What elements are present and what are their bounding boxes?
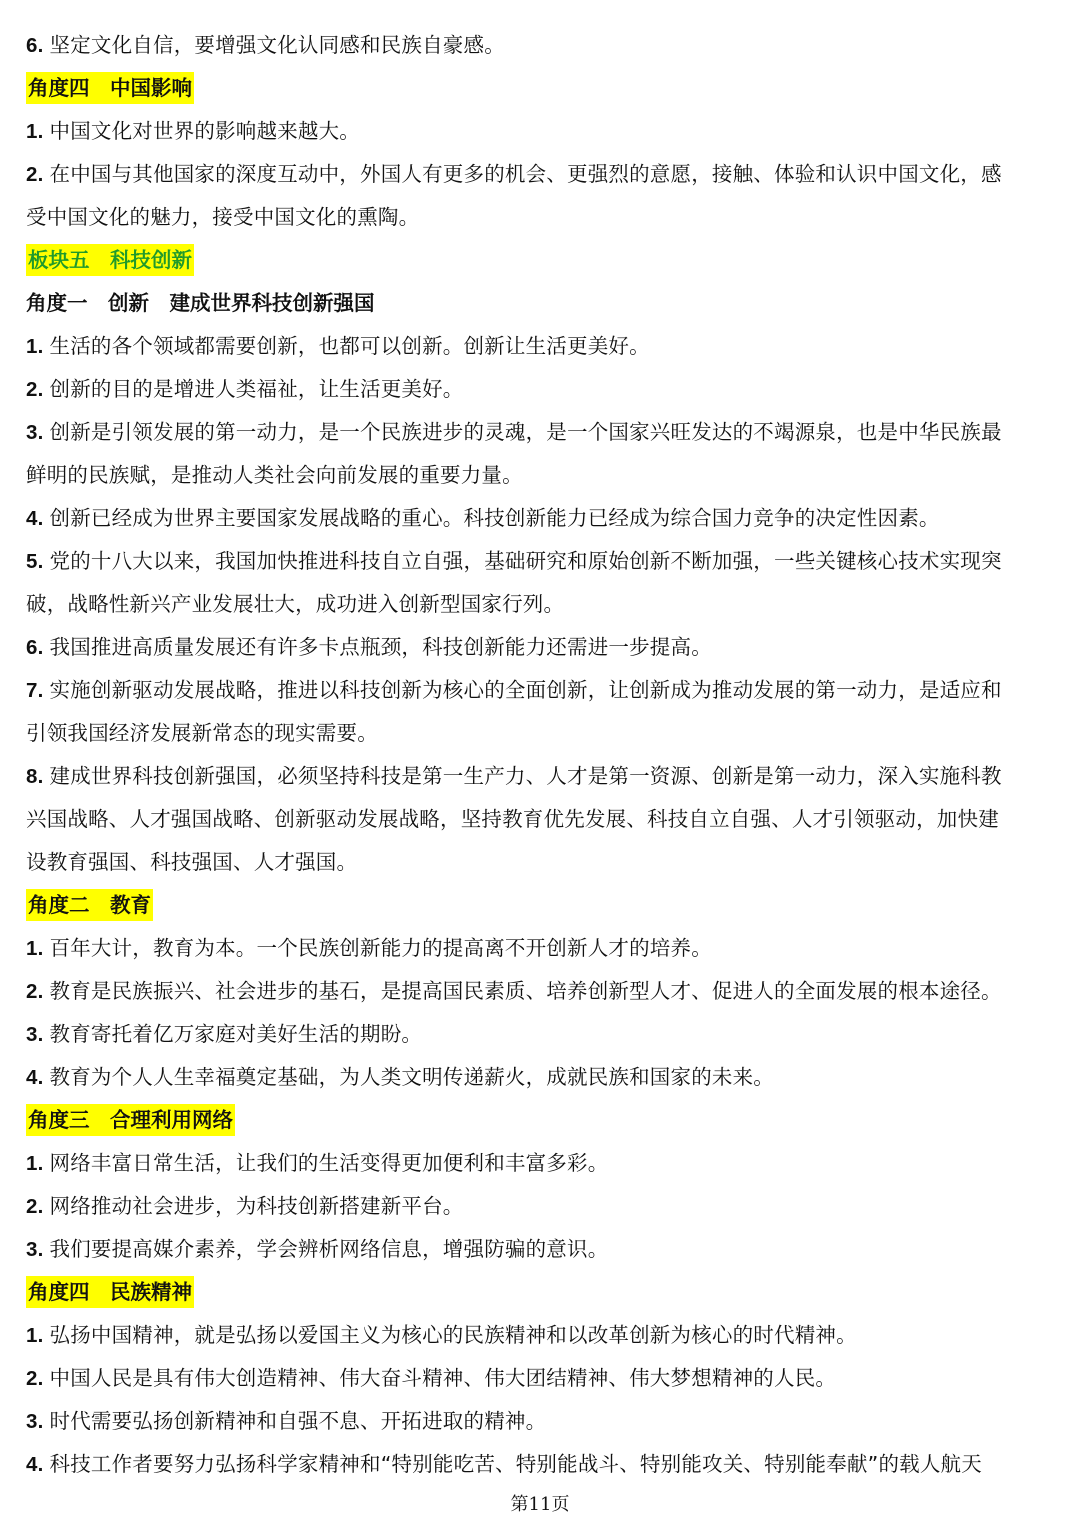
item-text: 实施创新驱动发展战略，推进以科技创新为核心的全面创新，让创新成为推动发展的第一动力，是适应和: [49, 678, 1002, 702]
list-item: [26, 1400, 1058, 1443]
item-text: 设教育强国、科技强国、人才强国。: [26, 850, 358, 874]
heading-text: 角度一 创新 建成世界科技创新强国: [26, 291, 375, 315]
item-text: 坚定文化自信，要增强文化认同感和民族自豪感。: [49, 33, 505, 57]
list-item-continuation: [26, 454, 1058, 497]
item-number: 6.: [26, 34, 44, 57]
list-item: [26, 1056, 1058, 1099]
list-item: [26, 1357, 1058, 1400]
item-text: 鲜明的民族赋，是推动人类社会向前发展的重要力量。: [26, 463, 523, 487]
section-heading: [26, 884, 1058, 927]
item-number: 2.: [26, 378, 44, 401]
section-heading: [26, 1099, 1058, 1142]
section-heading: [26, 67, 1058, 110]
item-number: 1.: [26, 1324, 44, 1347]
item-number: 4.: [26, 507, 44, 530]
item-text: 百年大计，教育为本。一个民族创新能力的提高离不开创新人才的培养。: [49, 936, 712, 960]
list-item: [26, 1185, 1058, 1228]
item-number: 3.: [26, 1238, 44, 1261]
item-number: 1.: [26, 120, 44, 143]
list-item: [26, 497, 1058, 540]
item-text: 兴国战略、人才强国战略、创新驱动发展战略，坚持教育优先发展、科技自立自强、人才引领驱动，加快建: [26, 807, 999, 831]
heading-text: 角度四 中国影响: [26, 72, 194, 104]
item-number: 4.: [26, 1453, 44, 1476]
item-number: 2.: [26, 1367, 44, 1390]
item-number: 1.: [26, 1152, 44, 1175]
item-text: 弘扬中国精神，就是弘扬以爱国主义为核心的民族精神和以改革创新为核心的时代精神。: [49, 1323, 857, 1347]
list-item: [26, 626, 1058, 669]
list-item: [26, 755, 1058, 798]
item-text: 创新已经成为世界主要国家发展战略的重心。科技创新能力已经成为综合国力竞争的决定性因素。: [49, 506, 940, 530]
list-item: [26, 669, 1058, 712]
heading-text: 角度二 教育: [26, 889, 153, 921]
item-text: 教育寄托着亿万家庭对美好生活的期盼。: [49, 1022, 423, 1046]
list-item: [26, 1228, 1058, 1271]
item-text: 科技工作者要努力弘扬科学家精神和“特别能吃苦、特别能战斗、特别能攻关、特别能奉献”的载人航天: [49, 1452, 982, 1476]
item-number: 4.: [26, 1066, 44, 1089]
section-heading: [26, 239, 1058, 282]
list-item: [26, 368, 1058, 411]
item-text: 教育为个人人生幸福奠定基础，为人类文明传递薪火，成就民族和国家的未来。: [49, 1065, 774, 1089]
item-text: 我们要提高媒介素养，学会辨析网络信息，增强防骗的意识。: [49, 1237, 609, 1261]
section-heading: [26, 1271, 1058, 1314]
item-text: 引领我国经济发展新常态的现实需要。: [26, 721, 378, 745]
item-text: 我国推进高质量发展还有许多卡点瓶颈，科技创新能力还需进一步提高。: [49, 635, 712, 659]
item-number: 2.: [26, 1195, 44, 1218]
list-item: [26, 325, 1058, 368]
heading-text: 板块五 科技创新: [26, 244, 194, 276]
list-item-continuation: [26, 712, 1058, 755]
item-number: 1.: [26, 335, 44, 358]
item-text: 中国人民是具有伟大创造精神、伟大奋斗精神、伟大团结精神、伟大梦想精神的人民。: [49, 1366, 837, 1390]
document-body: [26, 24, 1058, 1486]
list-item: [26, 1443, 1058, 1486]
page-number: 第11页: [510, 1494, 570, 1515]
list-item: [26, 540, 1058, 583]
item-number: 1.: [26, 937, 44, 960]
list-item: [26, 24, 1058, 67]
item-text: 教育是民族振兴、社会进步的基石，是提高国民素质、培养创新型人才、促进人的全面发展的根本途径。: [49, 979, 1002, 1003]
list-item-continuation: [26, 583, 1058, 626]
item-number: 3.: [26, 421, 44, 444]
item-text: 建成世界科技创新强国，必须坚持科技是第一生产力、人才是第一资源、创新是第一动力，深入实施科教: [49, 764, 1002, 788]
item-text: 创新的目的是增进人类福祉，让生活更美好。: [49, 377, 464, 401]
section-heading: [26, 282, 1058, 325]
item-text: 时代需要弘扬创新精神和自强不息、开拓进取的精神。: [49, 1409, 547, 1433]
list-item-continuation: [26, 841, 1058, 884]
item-text: 生活的各个领域都需要创新，也都可以创新。创新让生活更美好。: [49, 334, 650, 358]
item-number: 6.: [26, 636, 44, 659]
item-number: 8.: [26, 765, 44, 788]
list-item: [26, 153, 1058, 196]
item-text: 网络推动社会进步，为科技创新搭建新平台。: [49, 1194, 464, 1218]
item-text: 破，战略性新兴产业发展壮大，成功进入创新型国家行列。: [26, 592, 565, 616]
item-number: 3.: [26, 1410, 44, 1433]
list-item: [26, 927, 1058, 970]
item-text: 中国文化对世界的影响越来越大。: [49, 119, 360, 143]
list-item: [26, 1314, 1058, 1357]
item-number: 2.: [26, 980, 44, 1003]
heading-text: 角度三 合理利用网络: [26, 1104, 235, 1136]
item-number: 7.: [26, 679, 44, 702]
list-item: [26, 1142, 1058, 1185]
list-item: [26, 411, 1058, 454]
list-item: [26, 1013, 1058, 1056]
item-text: 网络丰富日常生活，让我们的生活变得更加便利和丰富多彩。: [49, 1151, 609, 1175]
list-item: [26, 970, 1058, 1013]
heading-text: 角度四 民族精神: [26, 1276, 194, 1308]
item-text: 在中国与其他国家的深度互动中，外国人有更多的机会、更强烈的意愿，接触、体验和认识中国文化，感: [49, 162, 1002, 186]
item-text: 受中国文化的魅力，接受中国文化的熏陶。: [26, 205, 420, 229]
item-text: 创新是引领发展的第一动力，是一个民族进步的灵魂，是一个国家兴旺发达的不竭源泉，也是中华民族最: [49, 420, 1002, 444]
list-item-continuation: [26, 196, 1058, 239]
item-number: 3.: [26, 1023, 44, 1046]
list-item: [26, 110, 1058, 153]
list-item-continuation: [26, 798, 1058, 841]
item-text: 党的十八大以来，我国加快推进科技自立自强，基础研究和原始创新不断加强，一些关键核心技术实现突: [49, 549, 1002, 573]
item-number: 2.: [26, 163, 44, 186]
item-number: 5.: [26, 550, 44, 573]
